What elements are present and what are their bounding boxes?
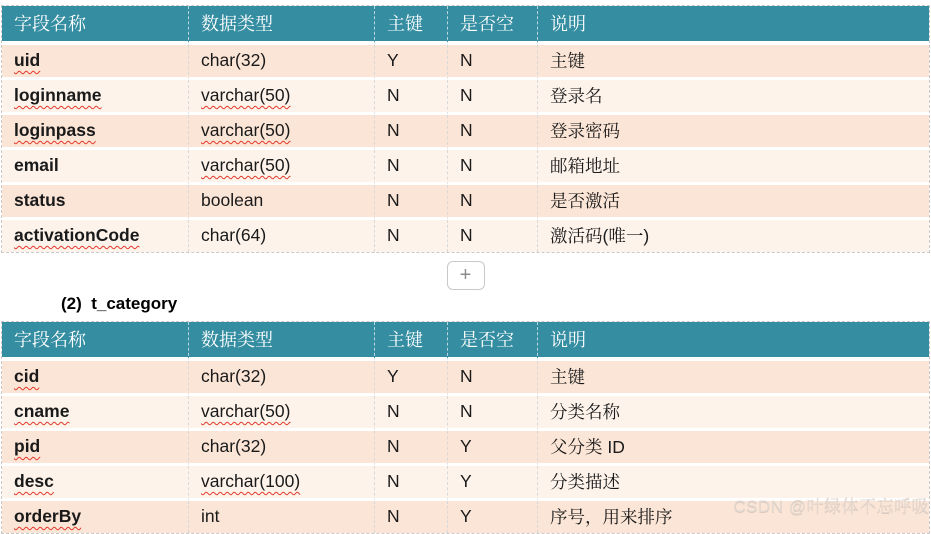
cell-field-name: [2, 115, 188, 150]
t-category-table: [1, 321, 930, 534]
column-header-description: 说明: [537, 6, 929, 45]
cell-primary-key: N: [374, 466, 447, 501]
table-row: [2, 80, 929, 115]
data-type-text: int: [201, 506, 220, 526]
cell-nullable: N: [447, 396, 537, 431]
cell-field-name: [2, 501, 188, 533]
data-type-text: varchar(50): [201, 155, 291, 175]
table-row: [2, 115, 929, 150]
column-header-field-name: 字段名称: [2, 6, 188, 45]
data-type-text: varchar(50): [201, 85, 291, 105]
cell-primary-key: N: [374, 396, 447, 431]
column-header-nullable: 是否空: [447, 322, 537, 361]
cell-field-name: [2, 396, 188, 431]
cell-description: 分类描述: [537, 466, 929, 501]
data-type-text: char(32): [201, 50, 267, 70]
field-name-text: desc: [14, 471, 54, 491]
field-name-text: cid: [14, 366, 40, 386]
cell-primary-key: N: [374, 185, 447, 220]
table-row: [2, 396, 929, 431]
table-row: [2, 150, 929, 185]
column-header-field-name: 字段名称: [2, 322, 188, 361]
cell-field-name: [2, 80, 188, 115]
cell-primary-key: N: [374, 80, 447, 115]
field-name-text: loginname: [14, 85, 102, 105]
cell-data-type: [188, 396, 374, 431]
cell-primary-key: N: [374, 150, 447, 185]
data-type-text: char(64): [201, 225, 267, 245]
cell-nullable: N: [447, 45, 537, 80]
cell-primary-key: Y: [374, 361, 447, 396]
column-header-primary-key: 主键: [374, 322, 447, 361]
cell-field-name: [2, 45, 188, 80]
data-type-text: char(32): [201, 366, 267, 386]
field-name-text: email: [14, 155, 59, 175]
table-row: [2, 501, 929, 533]
cell-primary-key: N: [374, 220, 447, 252]
cell-data-type: [188, 45, 374, 80]
cell-data-type: [188, 220, 374, 252]
cell-data-type: [188, 80, 374, 115]
cell-description: 邮箱地址: [537, 150, 929, 185]
cell-field-name: [2, 466, 188, 501]
data-type-text: varchar(50): [201, 401, 291, 421]
table-row: [2, 466, 929, 501]
table-row: [2, 220, 929, 252]
cell-nullable: N: [447, 150, 537, 185]
field-name-text: status: [14, 190, 66, 210]
cell-primary-key: N: [374, 431, 447, 466]
cell-description: 分类名称: [537, 396, 929, 431]
table-row: [2, 185, 929, 220]
cell-description: 登录名: [537, 80, 929, 115]
cell-nullable: Y: [447, 466, 537, 501]
data-type-text: varchar(100): [201, 471, 301, 491]
cell-field-name: [2, 431, 188, 466]
table-row: [2, 45, 929, 80]
cell-field-name: [2, 185, 188, 220]
column-header-description: 说明: [537, 322, 929, 361]
cell-data-type: [188, 185, 374, 220]
insert-row-container: [0, 260, 931, 290]
cell-nullable: N: [447, 185, 537, 220]
cell-primary-key: N: [374, 115, 447, 150]
cell-description: 父分类 ID: [537, 431, 929, 466]
cell-nullable: N: [447, 220, 537, 252]
column-header-data-type: 数据类型: [188, 6, 374, 45]
table-row: [2, 361, 929, 396]
cell-description: 是否激活: [537, 185, 929, 220]
data-type-text: char(32): [201, 436, 267, 456]
field-name-text: cname: [14, 401, 70, 421]
cell-nullable: N: [447, 80, 537, 115]
cell-data-type: [188, 150, 374, 185]
cell-description: 序号，用来排序: [537, 501, 929, 533]
column-header-data-type: 数据类型: [188, 322, 374, 361]
table-row: [2, 431, 929, 466]
column-header-primary-key: 主键: [374, 6, 447, 45]
cell-field-name: [2, 361, 188, 396]
cell-description: 登录密码: [537, 115, 929, 150]
cell-description: 主键: [537, 361, 929, 396]
cell-nullable: Y: [447, 431, 537, 466]
t-user-table: [1, 5, 930, 253]
cell-nullable: N: [447, 361, 537, 396]
cell-nullable: Y: [447, 501, 537, 533]
csdn-watermark: CSDN @叶绿体不忘呼吸: [733, 497, 929, 516]
cell-data-type: [188, 466, 374, 501]
cell-description: 激活码(唯一): [537, 220, 929, 252]
section-heading-t-category: (2) t_category: [61, 294, 178, 313]
cell-field-name: [2, 150, 188, 185]
add-row-button[interactable]: +: [447, 261, 485, 290]
data-type-text: varchar(50): [201, 120, 291, 140]
field-name-text: uid: [14, 50, 41, 70]
field-name-text: pid: [14, 436, 41, 456]
cell-primary-key: Y: [374, 45, 447, 80]
field-name-text: orderBy: [14, 506, 82, 526]
column-header-nullable: 是否空: [447, 6, 537, 45]
field-name-text: loginpass: [14, 120, 96, 140]
cell-nullable: N: [447, 115, 537, 150]
field-name-text: activationCode: [14, 225, 140, 245]
cell-description: 主键: [537, 45, 929, 80]
table-header-row: [2, 322, 929, 361]
cell-field-name: [2, 220, 188, 252]
data-type-text: boolean: [201, 190, 264, 210]
cell-data-type: [188, 361, 374, 396]
cell-data-type: [188, 115, 374, 150]
cell-data-type: [188, 501, 374, 533]
table-header-row: [2, 6, 929, 45]
cell-primary-key: N: [374, 501, 447, 533]
cell-data-type: [188, 431, 374, 466]
